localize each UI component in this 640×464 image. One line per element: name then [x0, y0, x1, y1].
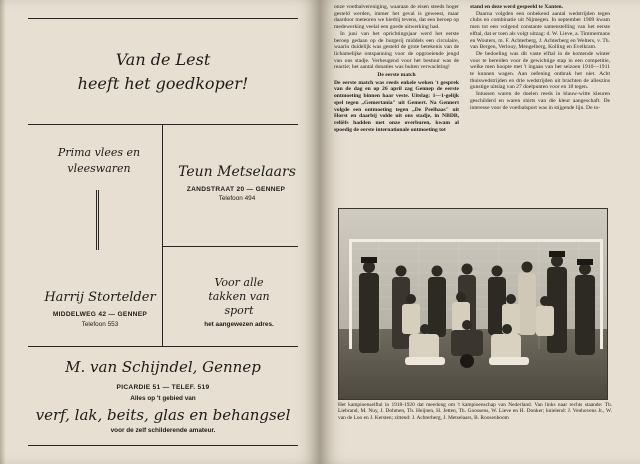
top-rule — [28, 18, 298, 19]
ad-metselaars-phone: Telefoon 494 — [218, 195, 256, 202]
ad-metselaars-address: ZANDSTRAAT 20 — GENNEP — [186, 186, 286, 193]
ad-stortelder-phone: Telefoon 553 — [81, 321, 119, 328]
ad-stortelder-address: MIDDELWEG 42 — GENNEP — [52, 311, 148, 318]
divider-ad3 — [162, 246, 298, 247]
article-column-2 — [470, 4, 610, 111]
ad-schijndel-line2: verf, lak, beits, glas en behangsel — [35, 406, 291, 424]
ad-stortelder-line2: vleeswaren — [67, 162, 131, 175]
ad-sport-line3: sport — [224, 304, 254, 317]
article-subheading: De eerste match — [377, 72, 416, 79]
article-paragraph: onze voetbalvereniging, waaraan de eisen steeds hoger gesteld werden, immer het geval is geweest, maar daardoor meteoren we hierbij tevens, dat een beroep op medewerking veelal een goede uitwerking had. — [334, 4, 459, 31]
bottom-rule — [28, 445, 298, 446]
ad-schijndel-line3: voor de zelf schilderende amateur. — [110, 427, 216, 434]
ad-sport-subline: het aangewezen adres. — [204, 321, 274, 328]
ad-schijndel-address: PICARDIE 51 — TELEF. 519 — [116, 384, 210, 391]
article-column-1 — [334, 4, 459, 133]
ad-metselaars-name: Teun Metselaars — [178, 164, 296, 180]
ad-schijndel-line1: Alles op 't gebied van — [130, 395, 196, 402]
article-paragraph: stand en deze werd gespeeld te Xanten. — [470, 4, 564, 10]
ad-sport-line2: takken van — [208, 290, 270, 303]
right-page — [320, 0, 640, 464]
team-photo-image — [339, 209, 608, 400]
team-photo — [338, 208, 608, 400]
article-paragraph: In juni van het oprichtingsjaar werd het eerste beroep gedaan op de burgerij middels een circulaire, waarin duidelijk was gesteld de grote betekenis van de lichamelijke ontspanning voor de opgroeiende jeugd van ons stadje. Verheugend voor het bestuur was de reactie; het aantal donaties was buiten verwachting! — [334, 30, 459, 71]
article-paragraph: De bedoeling was dit vaste elftal in de komende winter voor te bereiden voor de gewichtige stap in een competitie, welke men hoopte met 't ingaan van het seizoen 1910—1911 te kunnen wagen. Aan oefening ontbrak het niet. Acht thuiswedstrijden en drie wedstrijden uit brachten de alleszins gunstige uitslag van 27 doelpunten voor en 18 tegen. — [470, 50, 610, 91]
article-paragraph: De eerste match was reeds enkele weken 't gesprek van de dag en op 26 april zag Gennep de eerste ontmoeting binnen haar veste. Uitslag: 1—1-gelijk spel tegen „Gemertania" uit Gemert. Na Gennert volgde een ontmoeting tegen „De Peelhaas" uit Horst en daarbij volde uit ons stadje, in NBDB, reliëfs hadden met onze overburen, kwam al spoedig de eerste internationale ontmoeting tot — [334, 79, 459, 133]
divider-ad5 — [28, 346, 298, 347]
ad-stortelder-line1: Prima vlees en — [57, 146, 141, 159]
photo-caption: Het kampioenselftal in 1918-1920 dat meedong om 't kampioenschap van Nederland. Van links naar rechts staande: Th. Liebrand, M. Nuy, J. Dohmen, Th. Heijnen, H. Jetten, Th. Goossens, W. Lieve en H. Donker; knielend: J. Venhovens Jr., W. van de Loo en J. Kersten; zittend: J. Achterberg, J. Metselaars, B. Roosenboom — [338, 402, 612, 421]
ad-van-de-lest-slogan: heeft het goedkoper! — [77, 74, 249, 93]
divider-ad1 — [28, 124, 298, 125]
article-paragraph: Intussen waren de doelen reeds in blauw-witte kleuren geschilderd en waren shirts van die kleur aangeschaft. De interesse voor de voetbalsport was in stijgende lijn. De to- — [470, 91, 610, 111]
article-paragraph: Daarna volgden een onbekend aantal wedstrijden tegen clubs en combinatie uit Nijmegen. In september 1909 kwam men tot een volgend constante samenstelling van het eerste elftal, dat er toen als volgt uitzag: d. W. Lieve, a. Timmermans en Wouters, m. F. Achterberg, J. Achterberg en Welters, v. Th. van Bergen, Verlouy, Mengelberg, Kolling en Evelkram. — [470, 10, 610, 51]
ad-schijndel-name: M. van Schijndel, Gennep — [65, 358, 261, 376]
ad-sport-line1: Voor alle — [214, 276, 264, 289]
ad-stortelder-name: Harrij Stortelder — [44, 290, 156, 305]
advertisement-grid — [28, 18, 298, 446]
decorative-bar — [96, 190, 99, 250]
ad-van-de-lest-title: Van de Lest — [115, 50, 211, 69]
